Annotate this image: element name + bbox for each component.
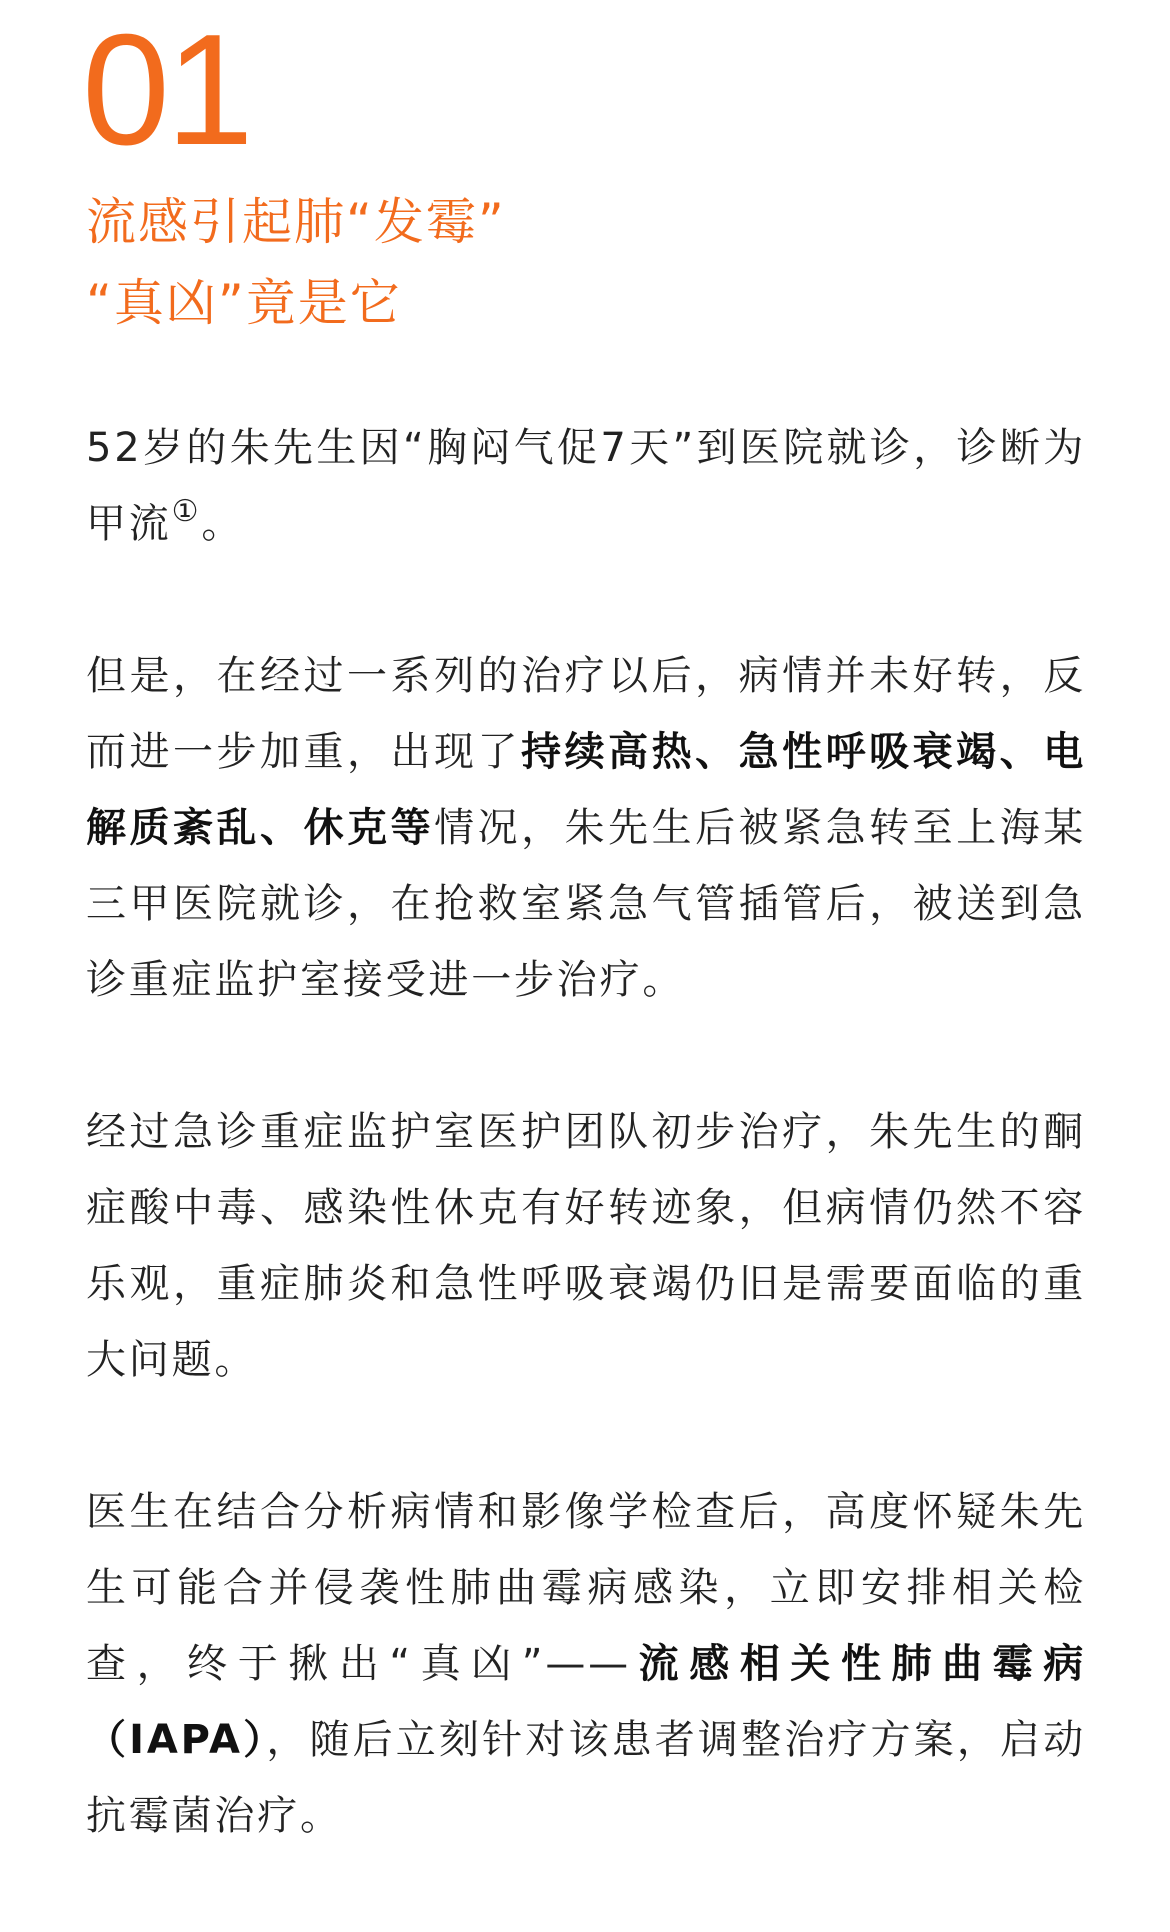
paragraph-text: 医生在结合分析病情和影像学检查后，高度怀疑朱先生可能合并侵袭性肺曲霉病感染，立即安排相关检查，终于揪出“真凶”—— — [86, 1489, 1086, 1687]
article-body — [86, 410, 1086, 1930]
section-number: 01 — [82, 2, 250, 178]
paragraph-text: 情况，朱先生后被紧急转至上海某三甲医院就诊，在抢救室紧急气管插管后，被送到急诊重症监护室接受进一步治疗。 — [86, 805, 1087, 1003]
section-title-line-1: 流感引起肺“发霉” — [86, 193, 506, 251]
emphasis-text: 持续高热 — [521, 729, 696, 775]
paragraph-iapa-diagnosis — [86, 1474, 1086, 1854]
emphasis-text: 电解质紊乱 — [86, 729, 1086, 851]
emphasis-separator: 、 — [695, 729, 739, 775]
paragraph-icu-treatment — [86, 1094, 1086, 1398]
paragraph-text: 但是，在经过一系列的治疗以后，病情并未好转，反而进一步加重，出现了 — [86, 653, 1086, 775]
paragraph-text: 52岁的朱先生因“胸闷气促7天”到医院就诊，诊断为甲流 — [86, 425, 1086, 547]
emphasis-separator: 、 — [260, 805, 304, 851]
paragraph-text: ，随后立刻针对该患者调整治疗方案，启动抗霉菌治疗。 — [86, 1717, 1086, 1839]
emphasis-text: 休克等 — [303, 805, 435, 851]
paragraph-deterioration — [86, 638, 1086, 1018]
emphasis-text: 急性呼吸衰竭 — [738, 729, 1000, 775]
emphasis-separator: 、 — [999, 729, 1044, 775]
emphasis-text: 流感相关性肺曲霉病（IAPA） — [86, 1641, 1086, 1763]
paragraph-diagnosis — [86, 410, 1086, 562]
section-title — [86, 182, 506, 344]
section-title-line-2: “真凶”竟是它 — [86, 274, 402, 332]
paragraph-text: 。 — [201, 501, 245, 547]
footnote-marker: ① — [171, 494, 202, 529]
paragraph-text: 经过急诊重症监护室医护团队初步治疗，朱先生的酮症酸中毒、感染性休克有好转迹象，但病情仍然不容乐观，重症肺炎和急性呼吸衰竭仍旧是需要面临的重大问题。 — [86, 1109, 1086, 1383]
